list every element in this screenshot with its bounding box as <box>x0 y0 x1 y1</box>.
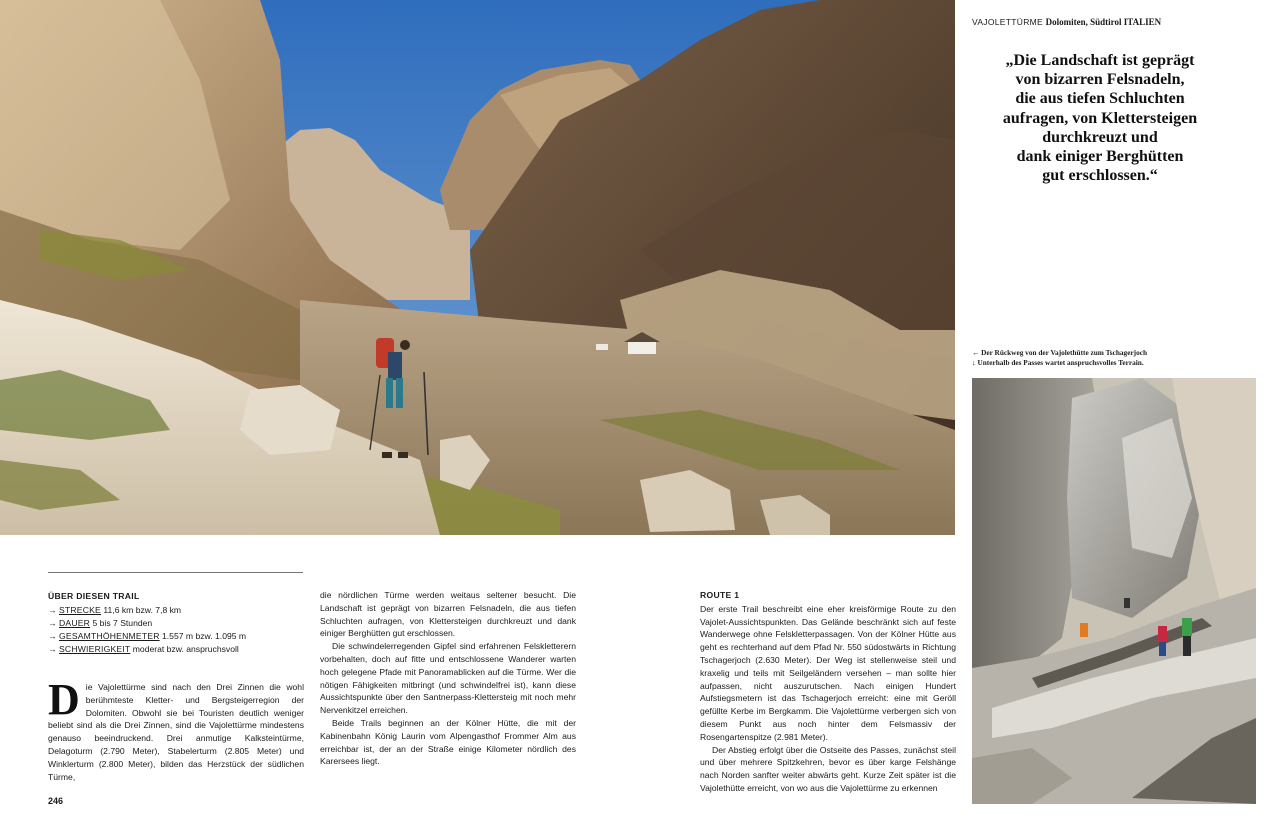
landscape-illustration <box>0 0 955 535</box>
paragraph: Beide Trails beginnen an der Kölner Hütte, die mit der Kabinenbahn König Laurin vom Alpengasthof Frommer Alm aus erreichbar ist, der an der Straße einige Kilometer nördlich des Karersees liegt. <box>320 717 576 767</box>
quote-line: die aus tiefen Schluchten <box>1015 90 1185 108</box>
paragraph: Der Abstieg erfolgt über die Ostseite des Passes, zunächst steil und über mehrere Spitzkehren, bevor es über karge Felshänge nach Norden sanfter weiter abwärts geht. Kurze Zeit später ist die Vajolethütte erreicht, von wo aus die Vajolettürme zu erkennen <box>700 744 956 793</box>
info-value: 1.557 m bzw. 1.095 m <box>162 631 247 641</box>
info-value: 5 bis 7 Stunden <box>92 618 153 628</box>
paragraph: die nördlichen Türme werden weitaus seltener besucht. Die Landschaft ist geprägt von bizarren Felsnadeln, die aus tiefen Schluchten aufragen, von Klettersteigen durchkreuzt und dank einiger Berghütten gut erschlossen. <box>320 590 576 639</box>
quote-line: aufragen, von Klettersteigen <box>1002 109 1198 127</box>
pull-quote <box>975 51 1225 185</box>
arrow-right-icon: → <box>48 631 57 641</box>
climbing-photo <box>972 378 1256 804</box>
route-heading: ROUTE 1 <box>700 590 740 600</box>
quote-line: durchkreuzt und <box>1042 128 1158 146</box>
arrow-right-icon: → <box>48 618 57 628</box>
quote-line: gut erschlossen.“ <box>1042 167 1158 185</box>
info-label: DAUER <box>59 618 91 628</box>
trail-info-box <box>48 590 308 656</box>
photo-captions <box>972 348 1147 368</box>
info-row-duration <box>48 617 308 630</box>
info-label: SCHWIERIGKEIT <box>59 644 131 654</box>
info-row-difficulty <box>48 643 308 656</box>
landscape-photo <box>0 0 955 535</box>
caption-lower-photo: ↓ Unterhalb des Passes wartet anspruchsvolles Terrain. <box>972 358 1144 367</box>
caption-left-photo: ← Der Rückweg von der Vajolethütte zum Tschagerjoch <box>972 348 1148 357</box>
drop-cap: D <box>48 675 80 724</box>
info-row-elevation <box>48 630 308 643</box>
quote-line: dank einiger Berghütten <box>1016 148 1184 166</box>
quote-line: von bizarren Felsnadeln, <box>1015 71 1185 89</box>
body-column-3 <box>700 589 956 795</box>
page-number: 246 <box>48 796 64 806</box>
info-title: ÜBER DIESEN TRAIL <box>48 591 140 601</box>
info-divider <box>48 572 303 573</box>
climbing-illustration <box>972 378 1256 804</box>
info-label: STRECKE <box>59 605 101 615</box>
paragraph: ie Vajolettürme sind nach den Drei Zinnen die wohl berühmteste Kletter- und Bergsteigerregion der Dolomiten. Obwohl sie bei Touristen deutlich weniger beliebt sind als die Drei Zinnen, sind die Vajolettürme mindestens genauso beeindruckend. Drei anmutige Kalksteintürme, Delagoturm (2.790 Meter), Stabelerturm (2.805 Meter) und Winklerturm (2.800 Meter), bilden das Herzstück der südlichen Türme, <box>48 682 304 782</box>
header-location: Dolomiten, Südtirol ITALIEN <box>1045 17 1162 27</box>
section-header <box>972 17 1161 27</box>
info-row-distance <box>48 604 308 617</box>
arrow-right-icon: → <box>48 605 57 615</box>
arrow-right-icon: → <box>48 644 57 654</box>
info-value: moderat bzw. anspruchsvoll <box>132 644 239 654</box>
body-column-1 <box>48 675 304 783</box>
quote-line: „Die Landschaft ist geprägt <box>1005 52 1195 69</box>
body-column-2 <box>320 589 576 768</box>
paragraph: Die schwindelerregenden Gipfel sind erfahrenen Felskletterern vorbehalten, doch auf fitte und entschlossene Wanderer warten hoch gelegene Pfade mit Panoramablicken auf die Türme. Wer die nötigen Fähigkeiten mitbringt (und schwindelfrei ist), kann diese Aussichtspunkte über den Santnerpass-Klettersteig mit noch mehr Nervenkitzel erreichen. <box>320 641 576 716</box>
info-label: GESAMTHÖHENMETER <box>59 631 160 641</box>
paragraph: Der erste Trail beschreibt eine eher kreisförmige Route zu den Vajolet-Aussichtspunkten. Das Gelände beschränkt sich auf feste Wanderwege ohne Felskletterpassagen. Von der Kölner Hütte aus geht es rechterhand auf dem Pfad Nr. 550 südostwärts in Richtung Tschagerjoch (2.630 Meter). Der Weg ist stellenweise steil und kraxelig und teils mit Seilgeländern versehen – man sollte hier aufpassen, nicht auszurutschen. Nach einigen Hundert Aufstiegsmetern ist das Tschagerjoch erreicht: eine mit Geröll gefüllte Kerbe im Bergkamm. Die Vajolettürme verbergen sich von diesem Punkt aus noch hinter dem Felsmassiv der Rosengartenspitze (2.981 Meter). <box>700 603 956 742</box>
header-kicker: VAJOLETTÜRME <box>972 17 1043 27</box>
info-value: 11,6 km bzw. 7,8 km <box>103 605 182 615</box>
